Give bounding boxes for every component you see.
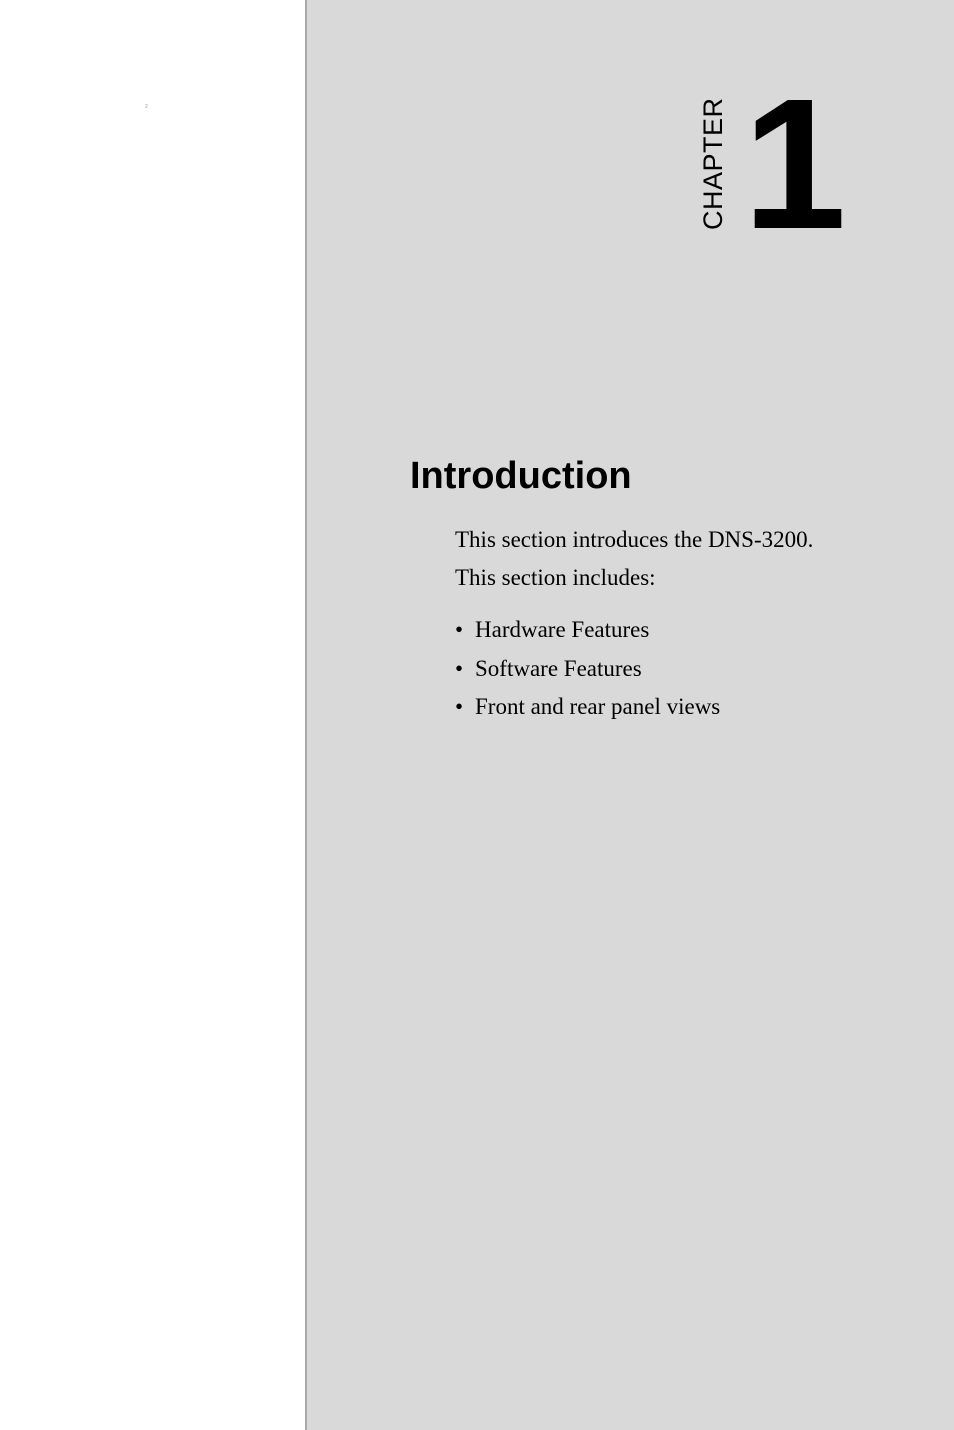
intro-line: This section introduces the DNS-3200.: [455, 527, 814, 552]
margin-mark: 2: [145, 104, 148, 110]
list-item: [455, 654, 720, 693]
bullet: •: [455, 694, 464, 719]
bullet: •: [455, 617, 464, 642]
list-item-label: Software Features: [475, 655, 642, 681]
feature-list: [455, 615, 720, 731]
list-item: [455, 615, 720, 654]
intro-line: This section includes:: [455, 565, 656, 590]
list-item-label: Hardware Features: [475, 617, 650, 642]
section-title: Introduction: [410, 455, 632, 497]
list-item-label: Front and rear panel views: [475, 694, 721, 719]
left-margin: [0, 0, 305, 1430]
bullet: •: [455, 655, 464, 681]
chapter-label: CHAPTER: [698, 97, 728, 230]
list-item: [455, 692, 720, 731]
chapter-number: 1: [743, 61, 847, 268]
